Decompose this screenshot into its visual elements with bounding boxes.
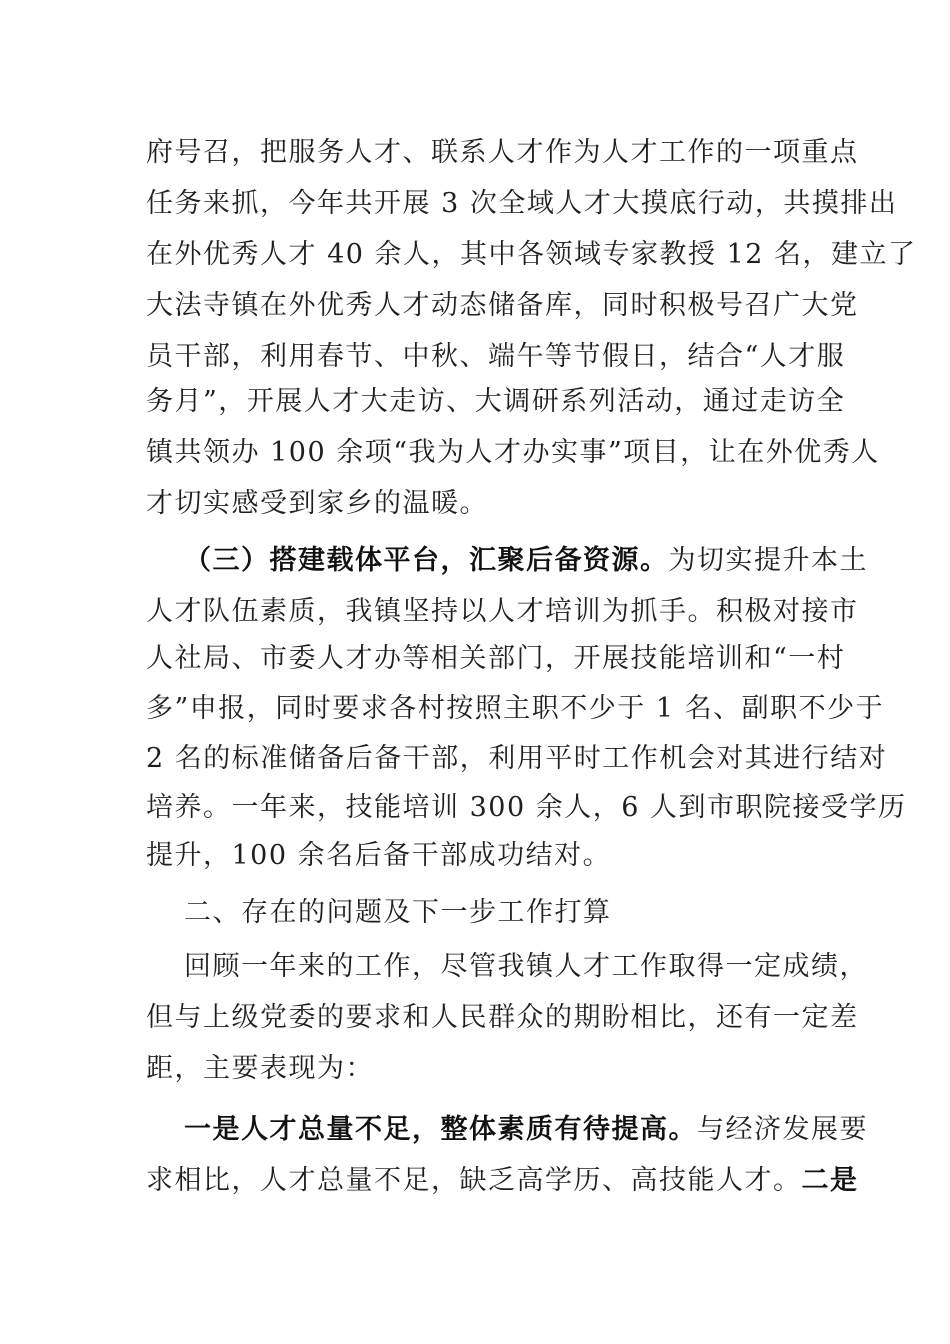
paragraph-2-line-3: 人社局、市委人才办等相关部门，开展技能培训和“一村 (146, 643, 846, 674)
paragraph-4-line-1 (184, 1105, 868, 1155)
paragraph-4-line-2-bold-tail: 二是 (801, 1165, 859, 1196)
paragraph-3-line-3: 距，主要表现为： (146, 1053, 374, 1084)
paragraph-2-line-4: 多”申报，同时要求各村按照主职不少于 1 名、副职不少于 (146, 693, 885, 724)
paragraph-2-line-1-rest: 为切实提升本土 (668, 545, 868, 576)
section-heading: 二、存在的问题及下一步工作打算 (184, 897, 612, 928)
paragraph-3-line-1: 回顾一年来的工作，尽管我镇人才工作取得一定成绩， (184, 951, 868, 982)
paragraph-1-line-3: 在外优秀人才 40 余人，其中各领域专家教授 12 名，建立了 (146, 239, 917, 270)
paragraph-2-line-5: 2 名的标准储备后备干部，利用平时工作机会对其进行结对 (146, 743, 888, 774)
paragraph-1-line-5: 员干部，利用春节、中秋、端午等节假日，结合“人才服 (146, 341, 846, 372)
paragraph-2-line-2: 人才队伍素质，我镇坚持以人才培训为抓手。积极对接市 (146, 596, 859, 627)
paragraph-1-line-8: 才切实感受到家乡的温暖。 (146, 488, 488, 519)
paragraph-1-line-2: 任务来抓，今年共开展 3 次全域人才大摸底行动，共摸排出 (146, 188, 898, 219)
paragraph-1-line-4: 大法寺镇在外优秀人才动态储备库，同时积极号召广大党 (146, 290, 859, 321)
paragraph-1-line-1: 府号召，把服务人才、联系人才作为人才工作的一项重点 (146, 137, 859, 168)
paragraph-3-line-2: 但与上级党委的要求和人民群众的期盼相比，还有一定差 (146, 1002, 859, 1033)
paragraph-4-line-2-text: 求相比，人才总量不足，缺乏高学历、高技能人才。 (146, 1165, 802, 1196)
paragraph-1-line-7: 镇共领办 100 余项“我为人才办实事”项目，让在外优秀人 (146, 437, 880, 468)
paragraph-4-heading: 一是人才总量不足，整体素质有待提高。 (184, 1114, 697, 1145)
paragraph-1-line-6: 务月”，开展人才大走访、大调研系列活动，通过走访全 (146, 386, 846, 417)
paragraph-2-line-6: 培养。一年来，技能培训 300 余人，6 人到市职院接受学历 (146, 792, 907, 823)
paragraph-2-line-1 (184, 536, 868, 586)
paragraph-4-line-2 (146, 1156, 859, 1206)
paragraph-2-heading: （三）搭建载体平台，汇聚后备资源。 (184, 545, 669, 576)
paragraph-4-line-1-rest: 与经济发展要 (697, 1114, 868, 1145)
paragraph-2-line-7: 提升，100 余名后备干部成功结对。 (146, 840, 612, 871)
